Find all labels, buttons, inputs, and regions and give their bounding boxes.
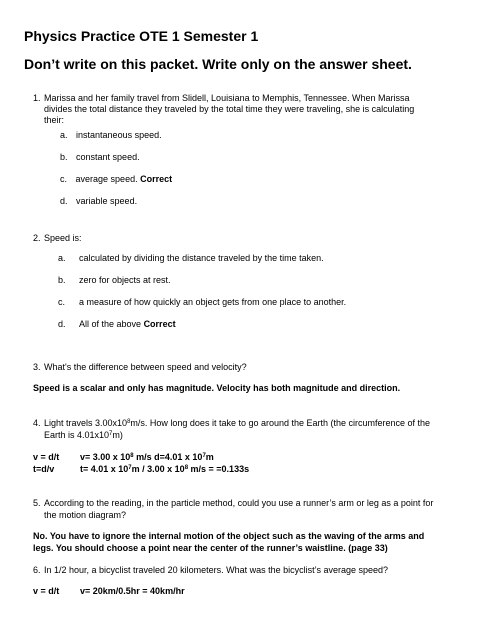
answer-formula: v= 20km/0.5hr = 40km/hr	[80, 586, 185, 596]
option-text: a measure of how quickly an object gets from one place to another.	[79, 297, 347, 307]
option-letter: a.	[60, 130, 68, 140]
answer-formula: t= 4.01 x $10^7m / 3.00$ x $10^8$ m/s = =0.133s	[80, 464, 250, 474]
option-text: average speed.	[75, 174, 138, 184]
question-number: 2.	[33, 233, 41, 243]
question-text-line: Light travels $3.00x10^8m/s$. How long does it take to go around the Earth (the circumference of the	[44, 418, 431, 428]
answer-formula-label: v = d/t	[33, 452, 60, 462]
option-text: calculated by dividing the distance traveled by the time taken.	[79, 253, 324, 263]
option-text: All of the above	[79, 319, 142, 329]
question-number: 3.	[33, 362, 41, 372]
answer-formula-label: v = d/t	[33, 586, 60, 596]
answer-formula-label: t=d/v	[33, 464, 55, 474]
page-title: Physics Practice OTE 1 Semester 1	[24, 28, 259, 44]
option-letter: d.	[58, 319, 66, 329]
option-b	[60, 152, 140, 162]
option-text: zero for objects at rest.	[79, 275, 171, 285]
option-text: instantaneous speed.	[76, 130, 162, 140]
correct-mark: Correct	[140, 174, 173, 184]
question-text: What's the difference between speed and velocity?	[44, 362, 247, 372]
option-letter: a.	[58, 253, 66, 263]
answer-formula: v= 3.00 x $10^8$ m/s d=4.01 x $10^7m$	[80, 452, 214, 462]
option-text: constant speed.	[76, 152, 140, 162]
option-d	[79, 319, 176, 329]
option-letter: b.	[60, 152, 68, 162]
question-text: Speed is:	[44, 233, 82, 243]
question-text-line: Earth is $4.01x10^7m$)	[44, 430, 123, 440]
option-text: variable speed.	[76, 196, 138, 206]
question-text: In 1/2 hour, a bicyclist traveled 20 kilometers. What was the bicyclist’s average speed?	[44, 565, 389, 575]
correct-mark: Correct	[143, 319, 176, 329]
option-letter: b.	[58, 275, 66, 285]
option-letter: c.	[60, 174, 68, 184]
question-text-line: their:	[44, 115, 65, 125]
option-letter: c.	[58, 297, 66, 307]
answer-text-line: No. You have to ignore the internal motion of the object such as the waving of the arms and	[33, 531, 425, 541]
question-text-line: the motion diagram?	[44, 510, 127, 520]
option-letter: d.	[60, 196, 68, 206]
question-text-line: According to the reading, in the particle method, could you use a runner’s arm or leg as a point for	[44, 498, 434, 508]
question-number: 6.	[33, 565, 41, 575]
page-subtitle: Don’t write on this packet. Write only on the answer sheet.	[24, 56, 412, 72]
question-text-line: divides the total distance they traveled by the total time they were traveling, she is calculating	[44, 104, 415, 114]
option-a	[60, 130, 162, 140]
question-number: 5.	[33, 498, 41, 508]
question-number: 1.	[33, 93, 41, 103]
option-d	[60, 196, 137, 206]
answer-text-line: legs. You should choose a point near the center of the runner’s waistline. (page 33)	[33, 543, 388, 553]
answer-text: Speed is a scalar and only has magnitude. Velocity has both magnitude and direction.	[33, 383, 401, 393]
option-c	[60, 174, 172, 184]
question-number: 4.	[33, 418, 41, 428]
question-text-line: Marissa and her family travel from Slidell, Louisiana to Memphis, Tennessee. When Marissa	[44, 93, 410, 103]
